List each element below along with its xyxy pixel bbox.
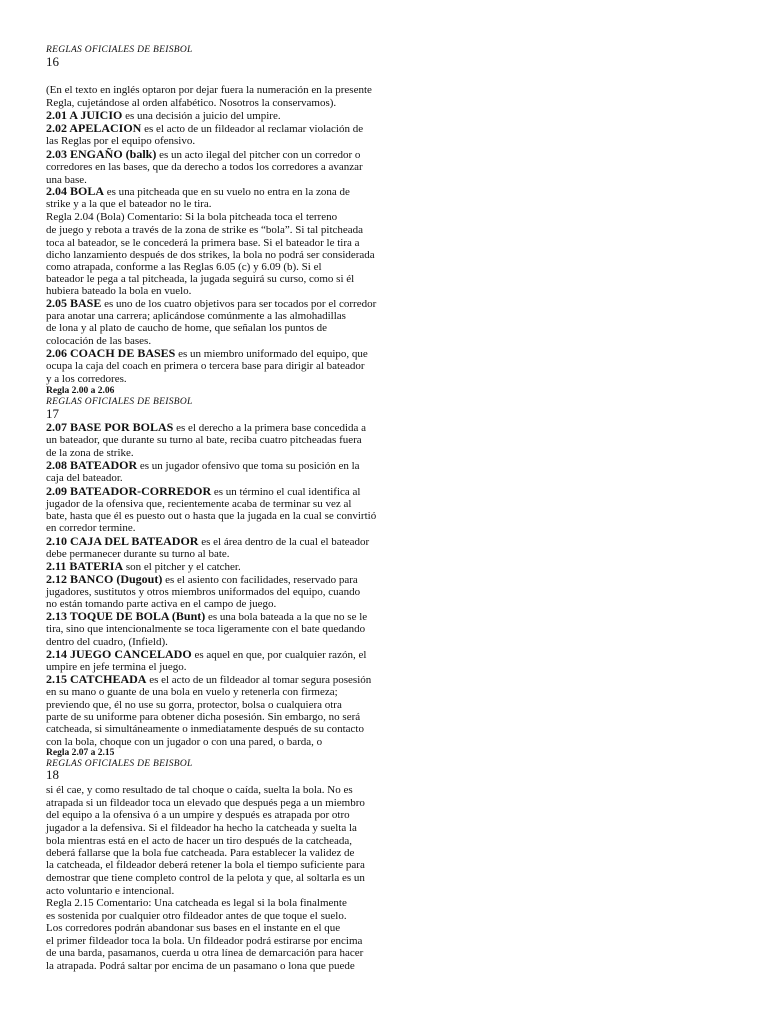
running-header bbox=[46, 44, 193, 57]
text-line bbox=[46, 686, 338, 699]
line-text: un bateador, que durante su turno al bate, reciba cuatro pitcheadas fuera bbox=[46, 434, 362, 446]
line-text: caja del bateador. bbox=[46, 472, 123, 484]
line-text: es un miembro uniformado del equipo, que bbox=[175, 348, 368, 360]
line-text: es uno de los cuatro objetivos para ser tocados por el corredor bbox=[101, 298, 377, 310]
line-text: bate, hasta que él es puesto out o hasta que la jugada en la cual se convirtió bbox=[46, 510, 377, 522]
line-text: deberá fallarse que la bola fue catcheada. Para establecer la validez de bbox=[46, 847, 355, 859]
page-number bbox=[46, 55, 59, 68]
line-text: es un acto ilegal del pitcher con un corredor o bbox=[156, 149, 361, 161]
line-text: demostrar que tiene completo control de la pelota y que, al soltarla es un bbox=[46, 872, 365, 884]
line-text: de la zona de strike. bbox=[46, 447, 134, 459]
line-text: no están tomando parte activa en el campo de juego. bbox=[46, 598, 277, 610]
text-line bbox=[46, 859, 365, 872]
line-text: es un jugador ofensivo que toma su posición en la bbox=[137, 460, 360, 472]
line-text: es el acto de un fildeador al tomar segura posesión bbox=[146, 674, 372, 686]
text-line bbox=[46, 784, 353, 797]
text-line bbox=[46, 960, 355, 973]
line-text: Regla 2.07 a 2.15 bbox=[46, 748, 115, 758]
text-line bbox=[46, 623, 365, 636]
line-text: Regla, cujetándose al orden alfabético. Nosotros la conservamos). bbox=[46, 97, 337, 109]
line-text: es una decisión a juicio del umpire. bbox=[122, 110, 281, 122]
line-text: bateador le pega a tal pitcheada, la jugada seguirá su curso, como si él bbox=[46, 273, 355, 285]
rule-definition-line bbox=[46, 610, 367, 624]
line-text: REGLAS OFICIALES DE BEISBOL bbox=[46, 397, 193, 407]
line-text: ocupa la caja del coach en primera o tercera base para dirigir al bateador bbox=[46, 360, 365, 372]
line-text: jugador de la ofensiva que, recientemente acaba de terminar su vez al bbox=[46, 498, 352, 510]
line-text: una base. bbox=[46, 174, 87, 186]
rule-term: 2.09 BATEADOR-CORREDOR bbox=[46, 484, 212, 498]
line-text: la atrapada. Podrá saltar por encima de un pasamano o lona que puede bbox=[46, 960, 355, 972]
line-text: es el derecho a la primera base concedida a bbox=[173, 422, 367, 434]
page-number bbox=[46, 768, 59, 781]
rule-term: 2.07 BASE POR BOLAS bbox=[46, 420, 174, 434]
rule-term: 2.02 APELACION bbox=[46, 121, 142, 135]
text-line bbox=[46, 224, 363, 237]
rule-term: 2.06 COACH DE BASES bbox=[46, 346, 176, 360]
line-text: Regla 2.15 Comentario: Una catcheada es legal si la bola finalmente bbox=[46, 897, 347, 909]
line-text: son el pitcher y el catcher. bbox=[123, 561, 241, 573]
rule-term: 2.15 CATCHEADA bbox=[46, 672, 147, 686]
line-text: jugador a la defensiva. Si el fildeador ha hecho la catcheada y suelta la bbox=[46, 822, 357, 834]
text-line bbox=[46, 723, 364, 736]
rule-term: 2.13 TOQUE DE BOLA (Bunt) bbox=[46, 609, 206, 623]
line-text: catcheada, si simultáneamente o inmediatamente después de su contacto bbox=[46, 723, 364, 735]
text-line bbox=[46, 947, 363, 960]
line-text: bola mientras está en el acto de hacer un tiro después de la catcheada, bbox=[46, 835, 353, 847]
running-header bbox=[46, 758, 193, 771]
rule-definition-line bbox=[46, 148, 360, 162]
rule-definition-line bbox=[46, 673, 371, 687]
line-text: dentro del cuadro, (Infield). bbox=[46, 636, 168, 648]
rule-term: 2.08 BATEADOR bbox=[46, 458, 138, 472]
line-text: toca al bateador, se le concederá la primera base. Si el bateador le tira a bbox=[46, 237, 360, 249]
line-text: si él cae, y como resultado de tal choque o caída, suelta la bola. No es bbox=[46, 784, 353, 796]
line-text: 16 bbox=[46, 54, 59, 69]
line-text: con la bola, choque con un jugador o con una pared, o barda, o bbox=[46, 736, 323, 748]
line-text: de una barda, pasamanos, cuerda u otra línea de demarcación para hacer bbox=[46, 947, 364, 959]
text-line bbox=[46, 809, 350, 822]
rule-term: 2.01 A JUICIO bbox=[46, 108, 123, 122]
line-text: y a los corredores. bbox=[46, 373, 127, 385]
line-text: en su mano o guante de una bola en vuelo y retenerla con firmeza; bbox=[46, 686, 338, 698]
line-text: el primer fildeador toca la bola. Un fildeador podrá estirarse por encima bbox=[46, 935, 363, 947]
line-text: de juego y rebota a través de la zona de strike es “bola”. Si tal pitcheada bbox=[46, 224, 364, 236]
text-line bbox=[46, 360, 365, 373]
running-header bbox=[46, 396, 193, 409]
line-text: jugadores, sustitutos y otros miembros uniformados del equipo, cuando bbox=[46, 586, 361, 598]
rule-definition-line bbox=[46, 459, 360, 473]
line-text: es un término el cual identifica al bbox=[211, 486, 361, 498]
rule-definition-line bbox=[46, 485, 360, 499]
text-line bbox=[46, 84, 372, 97]
rule-term: 2.05 BASE bbox=[46, 296, 102, 310]
line-text: es sostenida por cualquier otro fildeador antes de que toque el suelo. bbox=[46, 910, 347, 922]
line-text: es el acto de un fildeador al reclamar violación de bbox=[141, 123, 364, 135]
line-text: 18 bbox=[46, 767, 59, 782]
rule-definition-line bbox=[46, 297, 376, 311]
line-text: Regla 2.00 a 2.06 bbox=[46, 386, 115, 396]
text-line bbox=[46, 922, 340, 935]
line-text: atrapada si un fildeador toca un elevado que después pega a un miembro bbox=[46, 797, 365, 809]
rule-term: 2.12 BANCO (Dugout) bbox=[46, 572, 163, 586]
line-text: hubiera bateado la bola en vuelo. bbox=[46, 285, 192, 297]
line-text: es una pitcheada que en su vuelo no entra en la zona de bbox=[104, 186, 350, 198]
line-text: Los corredores podrán abandonar sus bases en el instante en el que bbox=[46, 922, 341, 934]
rule-term: 2.03 ENGAÑO (balk) bbox=[46, 147, 157, 161]
line-text: strike y a la que el bateador no le tira. bbox=[46, 198, 212, 210]
rule-definition-line bbox=[46, 573, 358, 587]
rule-definition-line bbox=[46, 347, 368, 361]
line-text: dicho lanzamiento después de dos strikes, la bola no podrá ser considerada bbox=[46, 249, 375, 261]
line-text: REGLAS OFICIALES DE BEISBOL bbox=[46, 759, 193, 769]
line-text: parte de su uniforme para obtener dicha posesión. Sin embargo, no será bbox=[46, 711, 361, 723]
line-text: las Reglas por el equipo ofensivo. bbox=[46, 135, 196, 147]
line-text: es una bola bateada a la que no se le bbox=[205, 611, 368, 623]
line-text: Regla 2.04 (Bola) Comentario: Si la bola pitcheada toca el terreno bbox=[46, 211, 338, 223]
text-line bbox=[46, 822, 357, 835]
rule-term: 2.11 BATERIA bbox=[46, 559, 124, 573]
line-text: es el área dentro de la cual el bateador bbox=[198, 536, 370, 548]
rule-term: 2.14 JUEGO CANCELADO bbox=[46, 647, 192, 661]
line-text: en corredor termine. bbox=[46, 522, 136, 534]
line-text: umpire en jefe termina el juego. bbox=[46, 661, 187, 673]
text-line bbox=[46, 872, 365, 885]
text-line bbox=[46, 211, 337, 224]
rule-definition-line bbox=[46, 185, 350, 199]
line-text: corredores en las bases, que da derecho a todos los corredores a avanzar bbox=[46, 161, 363, 173]
line-text: como atrapada, conforme a las Reglas 6.05 (c) y 6.09 (b). Si el bbox=[46, 261, 322, 273]
rule-term: 2.04 BOLA bbox=[46, 184, 105, 198]
text-line bbox=[46, 434, 362, 447]
line-text: la catcheada, el fildeador deberá retener la bola el tiempo suficiente para bbox=[46, 859, 365, 871]
text-line bbox=[46, 161, 363, 174]
line-text: (En el texto en inglés optaron por dejar fuera la numeración en la presente bbox=[46, 84, 372, 96]
line-text: debe permanecer durante su turno al bate. bbox=[46, 548, 230, 560]
line-text: colocación de las bases. bbox=[46, 335, 152, 347]
rule-definition-line bbox=[46, 535, 369, 549]
rule-definition-line bbox=[46, 421, 366, 435]
line-text: 17 bbox=[46, 406, 59, 421]
rule-definition-line bbox=[46, 122, 363, 136]
line-text: es el asiento con facilidades, reservado para bbox=[162, 574, 358, 586]
line-text: del equipo a la ofensiva ó a un umpire y después es atrapada por otro bbox=[46, 809, 350, 821]
rule-term: 2.10 CAJA DEL BATEADOR bbox=[46, 534, 199, 548]
line-text: REGLAS OFICIALES DE BEISBOL bbox=[46, 45, 193, 55]
line-text: tira, sino que intencionalmente se toca ligeramente con el bate quedando bbox=[46, 623, 366, 635]
line-text: previendo que, él no use su gorra, protector, bolsa o cualquiera otra bbox=[46, 699, 342, 711]
text-line bbox=[46, 322, 327, 335]
line-text: para anotar una carrera; aplicándose comúnmente a las almohadillas bbox=[46, 310, 346, 322]
line-text: es aquel en que, por cualquier razón, el bbox=[191, 649, 367, 661]
page-number bbox=[46, 407, 59, 420]
line-text: acto voluntario e intencional. bbox=[46, 885, 175, 897]
line-text: de lona y al plato de caucho de home, que señalan los puntos de bbox=[46, 322, 328, 334]
rule-definition-line bbox=[46, 648, 366, 662]
text-line bbox=[46, 198, 212, 211]
text-line bbox=[46, 897, 347, 910]
